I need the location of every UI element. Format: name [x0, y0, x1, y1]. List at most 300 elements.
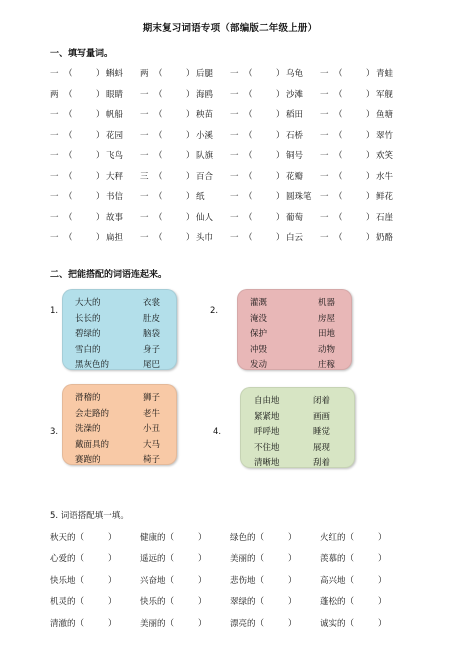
match-word: 大大的	[75, 298, 101, 308]
blank-close-paren: ）	[366, 89, 375, 100]
noun-word: 小溪	[196, 130, 214, 141]
match-box-1	[62, 289, 177, 370]
match-word: 雪白的	[75, 344, 101, 355]
numeral: 一	[140, 151, 149, 162]
noun-word: 书信	[106, 192, 124, 203]
match-right-column	[313, 394, 330, 472]
blank-open-paren[interactable]: （	[64, 233, 73, 244]
measure-word-item	[230, 186, 320, 207]
measure-word-item	[320, 84, 410, 105]
collocation-item	[140, 595, 230, 607]
modifier-word: 快乐地	[50, 575, 76, 586]
blank-open-paren[interactable]: （	[64, 192, 73, 203]
blank-open-paren[interactable]: （	[244, 192, 253, 203]
numeral: 一	[50, 233, 59, 244]
blank-open-paren[interactable]: （	[165, 554, 175, 565]
blank-open-paren[interactable]: （	[75, 554, 85, 565]
measure-word-item	[50, 186, 140, 207]
collocation-item	[50, 595, 140, 607]
measure-word-item	[230, 145, 320, 166]
numeral: 一	[230, 89, 239, 100]
blank-open-paren[interactable]: （	[244, 89, 253, 100]
numeral: 一	[140, 110, 149, 121]
blank-open-paren[interactable]: （	[64, 151, 73, 162]
noun-word: 白云	[286, 233, 304, 244]
blank-open-paren[interactable]: （	[334, 110, 343, 121]
blank-open-paren[interactable]: （	[165, 618, 175, 629]
blank-close-paren: ）	[366, 233, 375, 244]
blank-close-paren: ）	[276, 110, 285, 121]
blank-open-paren[interactable]: （	[244, 110, 253, 121]
collocation-item	[140, 552, 230, 564]
blank-close-paren: ）	[198, 554, 207, 565]
blank-close-paren: ）	[96, 192, 105, 203]
blank-close-paren: ）	[108, 554, 117, 565]
measure-word-item	[50, 63, 140, 84]
measure-word-item	[140, 186, 230, 207]
blank-open-paren[interactable]: （	[75, 532, 85, 543]
numeral: 一	[50, 212, 59, 223]
match-word: 庄稼	[318, 360, 336, 371]
blank-open-paren[interactable]: （	[154, 233, 163, 244]
blank-close-paren: ）	[96, 171, 105, 182]
collocation-row	[50, 591, 410, 613]
noun-word: 葡萄	[286, 212, 304, 223]
numeral: 一	[230, 151, 239, 162]
blank-open-paren[interactable]: （	[154, 151, 163, 162]
modifier-word: 健康的	[140, 532, 166, 543]
match-word: 睡觉	[313, 427, 331, 438]
blank-open-paren[interactable]: （	[244, 171, 253, 182]
blank-close-paren: ）	[276, 151, 285, 162]
noun-word: 乌龟	[286, 69, 304, 80]
blank-close-paren: ）	[198, 597, 207, 608]
match-word: 尾巴	[143, 360, 161, 371]
noun-word: 扁担	[106, 233, 124, 244]
collocation-item	[320, 574, 410, 586]
match-word: 长长的	[75, 313, 101, 324]
blank-open-paren[interactable]: （	[255, 554, 265, 565]
blank-close-paren: ）	[288, 597, 297, 608]
blank-open-paren[interactable]: （	[64, 171, 73, 182]
blank-close-paren: ）	[186, 110, 195, 121]
noun-word: 石崖	[376, 212, 394, 223]
measure-word-item	[140, 125, 230, 146]
numeral: 一	[230, 192, 239, 203]
collocation-item	[230, 552, 320, 564]
modifier-word: 机灵的	[50, 597, 76, 608]
match-word: 脑袋	[143, 329, 161, 340]
blank-close-paren: ）	[186, 130, 195, 141]
modifier-word: 兴奋地	[140, 575, 166, 586]
match-word: 房屋	[318, 313, 336, 324]
modifier-word: 高兴地	[320, 575, 346, 586]
collocation-item	[140, 531, 230, 543]
modifier-word: 美丽的	[140, 618, 166, 629]
noun-word: 青蛙	[376, 69, 394, 80]
match-box-2	[237, 289, 352, 370]
match-word: 不住地	[254, 442, 280, 453]
measure-word-item	[320, 207, 410, 228]
blank-close-paren: ）	[186, 89, 195, 100]
blank-open-paren[interactable]: （	[154, 69, 163, 80]
blank-open-paren[interactable]: （	[64, 69, 73, 80]
blank-close-paren: ）	[288, 575, 297, 586]
blank-open-paren[interactable]: （	[345, 532, 355, 543]
noun-word: 欢笑	[376, 151, 394, 162]
collocation-item	[320, 595, 410, 607]
measure-word-row	[50, 63, 410, 84]
modifier-word: 秋天的	[50, 532, 76, 543]
blank-close-paren: ）	[276, 192, 285, 203]
match-word: 赛跑的	[75, 455, 101, 466]
blank-open-paren[interactable]: （	[334, 130, 343, 141]
match-word: 自由地	[254, 396, 280, 406]
blank-close-paren: ）	[96, 89, 105, 100]
blank-close-paren: ）	[96, 151, 105, 162]
blank-open-paren[interactable]: （	[334, 233, 343, 244]
match-word: 画画	[313, 411, 331, 422]
modifier-word: 火红的	[320, 532, 346, 543]
noun-word: 纸	[196, 192, 205, 203]
numeral: 一	[230, 171, 239, 182]
measure-word-item	[50, 207, 140, 228]
noun-word: 秧苗	[196, 110, 214, 121]
collocation-item	[140, 617, 230, 629]
measure-word-item	[230, 207, 320, 228]
match-box-4	[240, 387, 355, 468]
noun-word: 花瓣	[286, 171, 304, 182]
noun-word: 大秤	[106, 171, 124, 182]
measure-word-item	[50, 227, 140, 248]
blank-close-paren: ）	[96, 130, 105, 141]
match-word: 碧绿的	[75, 329, 101, 340]
match-word: 淹没	[250, 313, 268, 324]
match-word: 椅子	[143, 455, 161, 466]
match-word: 冲毁	[250, 344, 268, 355]
blank-open-paren[interactable]: （	[75, 597, 85, 608]
collocation-item	[320, 531, 410, 543]
numeral: 一	[230, 110, 239, 121]
numeral: 一	[50, 130, 59, 141]
match-word: 灌溉	[250, 298, 268, 308]
blank-open-paren[interactable]: （	[154, 171, 163, 182]
noun-word: 稻田	[286, 110, 304, 121]
noun-word: 仙人	[196, 212, 214, 223]
collocation-item	[230, 595, 320, 607]
numeral: 一	[320, 89, 329, 100]
collocation-row	[50, 548, 410, 570]
numeral: 一	[320, 212, 329, 223]
measure-word-row	[50, 125, 410, 146]
noun-word: 水牛	[376, 171, 394, 182]
blank-open-paren[interactable]: （	[154, 89, 163, 100]
blank-open-paren[interactable]: （	[244, 151, 253, 162]
noun-word: 花园	[106, 130, 124, 141]
blank-open-paren[interactable]: （	[345, 618, 355, 629]
numeral: 一	[50, 69, 59, 80]
collocation-item	[50, 531, 140, 543]
blank-open-paren[interactable]: （	[345, 575, 355, 586]
measure-word-item	[230, 125, 320, 146]
box-number: 2.	[210, 306, 219, 316]
measure-word-item	[320, 186, 410, 207]
measure-word-item	[320, 63, 410, 84]
blank-open-paren[interactable]: （	[165, 532, 175, 543]
modifier-word: 诚实的	[320, 618, 346, 629]
blank-open-paren[interactable]: （	[334, 151, 343, 162]
blank-open-paren[interactable]: （	[334, 171, 343, 182]
modifier-word: 清澈的	[50, 618, 76, 629]
measure-word-item	[140, 63, 230, 84]
modifier-word: 美丽的	[230, 554, 256, 565]
blank-close-paren: ）	[186, 171, 195, 182]
blank-close-paren: ）	[186, 212, 195, 223]
match-word: 滑稽的	[75, 393, 101, 403]
match-word: 紧紧地	[254, 411, 280, 422]
blank-open-paren[interactable]: （	[154, 130, 163, 141]
match-word: 大马	[143, 439, 161, 450]
blank-open-paren[interactable]: （	[64, 89, 73, 100]
measure-word-item	[230, 84, 320, 105]
measure-word-item	[230, 166, 320, 187]
box-number: 4.	[213, 427, 222, 437]
measure-word-item	[50, 104, 140, 125]
measure-word-item	[50, 125, 140, 146]
blank-open-paren[interactable]: （	[334, 69, 343, 80]
blank-open-paren[interactable]: （	[64, 110, 73, 121]
blank-open-paren[interactable]: （	[255, 532, 265, 543]
noun-word: 奶酪	[376, 233, 394, 244]
measure-word-row	[50, 166, 410, 187]
match-word: 戴面具的	[75, 439, 110, 450]
blank-open-paren[interactable]: （	[244, 212, 253, 223]
collocation-item	[320, 552, 410, 564]
measure-word-item	[50, 166, 140, 187]
measure-word-item	[320, 166, 410, 187]
match-word: 机器	[318, 298, 336, 308]
collocation-item	[140, 574, 230, 586]
blank-close-paren: ）	[366, 110, 375, 121]
numeral: 一	[140, 212, 149, 223]
match-word: 黑灰色的	[75, 360, 110, 371]
blank-close-paren: ）	[186, 69, 195, 80]
blank-open-paren[interactable]: （	[64, 212, 73, 223]
numeral: 一	[320, 69, 329, 80]
numeral: 一	[140, 130, 149, 141]
numeral: 一	[230, 212, 239, 223]
noun-word: 圆珠笔	[286, 192, 312, 203]
numeral: 一	[230, 130, 239, 141]
numeral: 一	[140, 233, 149, 244]
blank-open-paren[interactable]: （	[75, 618, 85, 629]
noun-word: 帆船	[106, 110, 124, 121]
noun-word: 故事	[106, 212, 124, 223]
blank-open-paren[interactable]: （	[244, 69, 253, 80]
modifier-word: 翠绿的	[230, 597, 256, 608]
blank-open-paren[interactable]: （	[255, 597, 265, 608]
blank-close-paren: ）	[276, 69, 285, 80]
measure-word-row	[50, 145, 410, 166]
match-word: 发动	[250, 360, 268, 371]
match-word: 呼呼地	[254, 427, 280, 438]
blank-open-paren[interactable]: （	[165, 575, 175, 586]
measure-word-item	[320, 145, 410, 166]
match-box-3	[62, 384, 177, 465]
blank-close-paren: ）	[108, 575, 117, 586]
numeral: 一	[320, 130, 329, 141]
noun-word: 蝌蚪	[106, 69, 124, 80]
numeral: 一	[50, 151, 59, 162]
blank-open-paren[interactable]: （	[75, 575, 85, 586]
blank-open-paren[interactable]: （	[255, 575, 265, 586]
numeral: 一	[230, 233, 239, 244]
blank-close-paren: ）	[198, 575, 207, 586]
measure-word-item	[50, 84, 140, 105]
box-number: 3.	[50, 427, 59, 437]
match-word: 会走路的	[75, 408, 110, 419]
match-word: 衣裳	[143, 298, 161, 308]
modifier-word: 蓬松的	[320, 597, 346, 608]
blank-close-paren: ）	[276, 89, 285, 100]
blank-open-paren[interactable]: （	[154, 192, 163, 203]
noun-word: 翠竹	[376, 130, 394, 141]
noun-word: 百合	[196, 171, 214, 182]
blank-open-paren[interactable]: （	[334, 192, 343, 203]
blank-open-paren[interactable]: （	[244, 130, 253, 141]
measure-word-item	[320, 227, 410, 248]
measure-word-item	[230, 104, 320, 125]
blank-close-paren: ）	[288, 532, 297, 543]
blank-close-paren: ）	[288, 554, 297, 565]
blank-open-paren[interactable]: （	[154, 212, 163, 223]
modifier-word: 遥远的	[140, 554, 166, 565]
noun-word: 飞鸟	[106, 151, 124, 162]
blank-close-paren: ）	[186, 233, 195, 244]
measure-word-row	[50, 207, 410, 228]
measure-word-item	[320, 104, 410, 125]
blank-close-paren: ）	[366, 212, 375, 223]
blank-open-paren[interactable]: （	[345, 597, 355, 608]
blank-open-paren[interactable]: （	[64, 130, 73, 141]
blank-close-paren: ）	[186, 192, 195, 203]
measure-word-item	[320, 125, 410, 146]
match-right-column	[143, 296, 160, 374]
measure-word-row	[50, 104, 410, 125]
match-left-column	[75, 296, 109, 374]
blank-close-paren: ）	[186, 151, 195, 162]
blank-close-paren: ）	[378, 532, 387, 543]
collocation-fill-grid	[50, 526, 410, 634]
collocation-item	[230, 531, 320, 543]
measure-word-grid	[50, 63, 410, 248]
match-word: 洗澡的	[75, 424, 101, 435]
modifier-word: 羡慕的	[320, 554, 346, 565]
match-word: 保护	[250, 329, 268, 340]
noun-word: 后腿	[196, 69, 214, 80]
numeral: 一	[140, 192, 149, 203]
match-word: 狮子	[143, 393, 161, 403]
blank-close-paren: ）	[366, 69, 375, 80]
blank-close-paren: ）	[378, 554, 387, 565]
measure-word-item	[140, 145, 230, 166]
collocation-item	[50, 552, 140, 564]
blank-open-paren[interactable]: （	[244, 233, 253, 244]
match-right-column	[143, 391, 160, 469]
match-word: 展现	[313, 442, 331, 453]
numeral: 两	[50, 89, 59, 100]
measure-word-item	[140, 104, 230, 125]
section-3-heading: 5. 词语搭配填一填。	[50, 511, 129, 521]
blank-close-paren: ）	[276, 212, 285, 223]
blank-close-paren: ）	[108, 597, 117, 608]
collocation-item	[230, 617, 320, 629]
section-2-heading: 二、把能搭配的词语连起来。	[50, 270, 168, 280]
blank-close-paren: ）	[366, 171, 375, 182]
numeral: 一	[320, 110, 329, 121]
blank-open-paren[interactable]: （	[345, 554, 355, 565]
numeral: 一	[320, 233, 329, 244]
collocation-row	[50, 569, 410, 591]
blank-open-paren[interactable]: （	[255, 618, 265, 629]
numeral: 一	[50, 110, 59, 121]
match-word: 肚皮	[143, 313, 161, 324]
measure-word-item	[140, 227, 230, 248]
blank-close-paren: ）	[276, 233, 285, 244]
blank-open-paren[interactable]: （	[154, 110, 163, 121]
measure-word-row	[50, 84, 410, 105]
numeral: 一	[320, 192, 329, 203]
blank-close-paren: ）	[96, 233, 105, 244]
match-word: 身子	[143, 344, 161, 355]
measure-word-item	[50, 145, 140, 166]
blank-open-paren[interactable]: （	[165, 597, 175, 608]
measure-word-row	[50, 186, 410, 207]
blank-close-paren: ）	[276, 171, 285, 182]
numeral: 一	[50, 192, 59, 203]
page-title: 期末复习词语专项（部编版二年级上册）	[142, 23, 318, 34]
noun-word: 鲜花	[376, 192, 394, 203]
blank-close-paren: ）	[378, 618, 387, 629]
match-word: 闭着	[313, 396, 331, 406]
match-left-column	[250, 296, 267, 374]
modifier-word: 快乐的	[140, 597, 166, 608]
blank-close-paren: ）	[378, 597, 387, 608]
blank-close-paren: ）	[276, 130, 285, 141]
modifier-word: 绿色的	[230, 532, 256, 543]
noun-word: 军舰	[376, 89, 394, 100]
numeral: 一	[230, 69, 239, 80]
modifier-word: 漂亮的	[230, 618, 256, 629]
modifier-word: 悲伤地	[230, 575, 256, 586]
blank-close-paren: ）	[96, 69, 105, 80]
numeral: 一	[50, 171, 59, 182]
match-word: 老牛	[143, 408, 161, 419]
noun-word: 铜号	[286, 151, 304, 162]
blank-close-paren: ）	[108, 618, 117, 629]
blank-close-paren: ）	[378, 575, 387, 586]
blank-open-paren[interactable]: （	[334, 89, 343, 100]
collocation-item	[320, 617, 410, 629]
match-right-column	[318, 296, 335, 374]
numeral: 一	[140, 89, 149, 100]
match-word: 刮着	[313, 458, 331, 469]
blank-open-paren[interactable]: （	[334, 212, 343, 223]
box-number: 1.	[50, 306, 59, 316]
collocation-item	[50, 574, 140, 586]
match-left-column	[254, 394, 280, 472]
collocation-row	[50, 526, 410, 548]
